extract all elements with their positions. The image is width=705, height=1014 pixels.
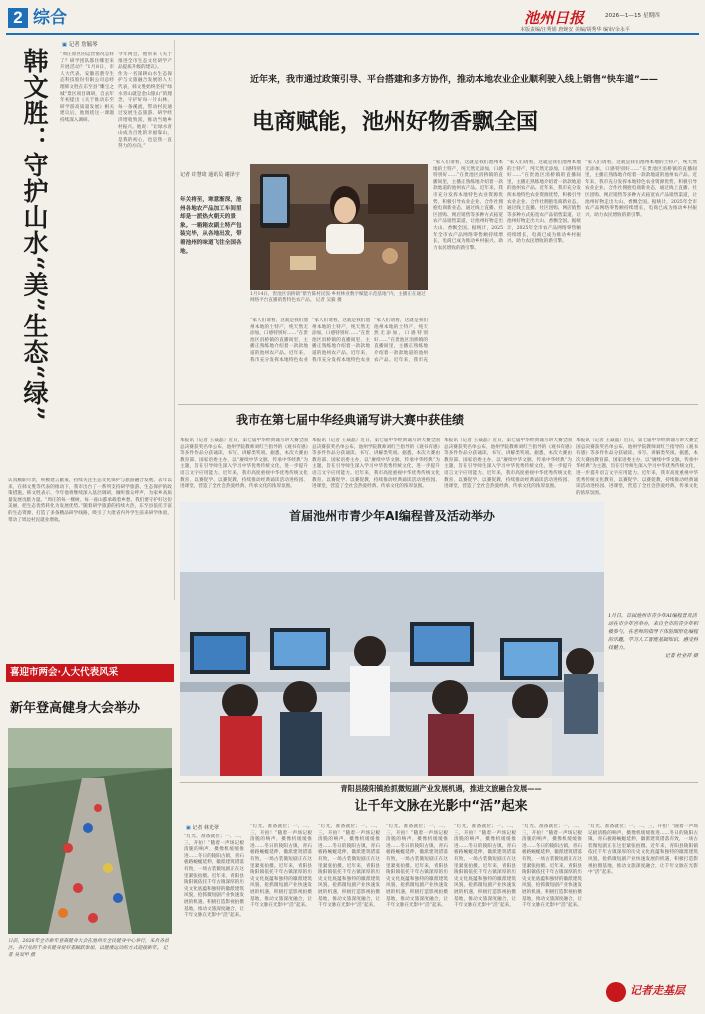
bottom-body-col-d: “灯光、准备就位；一、二、三，开拍！”随着一声场记板清脆的响声，摄像机缓缓推进……冬日的陵阳古镇，青石板路蜿蜒延伸，徽派建筑错落有致，一场古装微短剧正在这里紧张拍摄。近年来，青阳县陵阳镇依托千年古镇深厚的历史文化底蕴和独特的徽派建筑风貌，抢抓微短剧产业快速发展的机遇，积极打造影视拍摄基地，推动文旅深度融合，让千年文脉在光影中“活”起来。 — [386, 824, 448, 909]
bottom-kicker: 青阳县陵阳镇抢抓微短剧产业发展机遇，推进文旅融合发展—— — [340, 784, 542, 793]
hiking-scene — [8, 728, 172, 934]
feature-body-col-a: “家人们请看，这就是我们池州本地的土特产，纯天然无添加，口感特别好……”在贵池区涓桥镇的直播间里，主播正熟练地介绍着一款款地道的池州农产品。近年来，我市充分发挥本地特色农业 — [250, 318, 308, 362]
section-banner: 喜迎市两会·人大代表风采 — [6, 664, 174, 682]
feature-pullquote: 年关将至，寒意渐深，池州各地农产品加工车间里却是一派热火朝天的景象。一箱箱农副土特产包装完毕，从各地出发，带着池州的味道飞往全国各地。 — [180, 197, 242, 255]
feature-body-col-b: “家人们请看，这就是我们池州本地的土特产，纯天然无添加，口感特别好……”在贵池区涓桥镇的直播间里，主播正熟练地介绍着一款款地道的池州农产品。近年来，我市充分发挥本地特色农业 — [312, 318, 370, 362]
section-title: 综合 — [33, 8, 67, 28]
bottom-body-col-a: “灯光、准备就位；一、二、三，开拍！”随着一声场记板清脆的响声，摄像机缓缓推进……冬日的陵阳古镇，青石板路蜿蜒延伸，徽派建筑错落有致，一场古装微短剧正在这里紧张拍摄。近年来，青阳县陵阳镇依托千年古镇深厚的历史文化底蕴和独特的徽派建筑风貌，抢抓微短剧产业快速发展的机遇，积极打造影视拍摄基地，推动文旅深度融合，让千年文脉在光影中“活”起来。 — [184, 834, 244, 919]
newspaper-logo: 池州日报 — [524, 9, 585, 27]
bottom-body-col-f: “灯光、准备就位；一、二、三，开拍！”随着一声场记板清脆的响声，摄像机缓缓推进……冬日的陵阳古镇，青石板路蜿蜒延伸，徽派建筑错落有致，一场古装微短剧正在这里紧张拍摄。近年来，青阳县陵阳镇依托千年古镇深厚的历史文化底蕴和独特的徽派建筑风貌，抢抓微短剧产业快速发展的机遇，积极打造影视拍摄基地，推动文旅深度融合，让千年文脉在光影中“活”起来。 — [522, 824, 582, 909]
pen-icon: ▣ — [62, 42, 68, 48]
masthead — [0, 0, 705, 38]
editor-line: 本版责编/汪秀娟 唐婉安 美编/胡秀华 编审/余永平 — [520, 27, 630, 33]
bottom-byline: ▣ 记者 林光翠 — [186, 825, 219, 831]
left-body-col-a: “周庄原区的运营情况怎样了？研学团队都住哪里来开展活动？”1月8日，市人大代表、安徽省潜寺生态科技股份有限公司总经理韩文胜在东至县“雕宝之城”景区项目调研，自去年年初提出《关于推动东至研学游高质量发展》相关建议后，他围绕这一课题持续深入调研。 — [60, 52, 114, 123]
feature-intro: 近年来，我市通过政策引导、平台搭建和多方协作，推动本地农业企业顺利驶入线上销售“快车道”—— — [250, 75, 658, 85]
photo-livestream-scene — [250, 164, 428, 290]
bottom-left-headline: 新年登高健身大会举办 — [10, 701, 141, 716]
issue-date: 2026—1—15 星期四 — [605, 13, 660, 19]
left-body-continued: 认真履职尽责，积极建言献策，持续关注生态文化保护与旅游融合发展。去年以来，在韩文胜等代表的推动下，我市出台了一系列支持研学旅游、生态保护的政策措施。韩文胜表示，今年他将继续深入基层调研，倾听群众呼声，为家乡高质量发展贡献力量。“周庄的每一棵树、每一座山都承载着乡愁，我们要守护好这份美丽，把生态优势转化为发展优势。”随着研学旅游的持续火热，东至县依托丰富的生态资源，打造了多条精品研学线路，吸引了大批省内外学生前来研学体验，带动了周边村民就业增收。 — [8, 478, 172, 523]
bottom-pen-icon: ▣ — [186, 825, 191, 831]
mid-headline: 我市在第七届中华经典诵写讲大赛中获佳绩 — [236, 413, 465, 427]
feature-body-col-e: “家人们请看，这就是我们池州本地的土特产，纯天然无添加，口感特别好……”在贵池区涓桥镇的直播间里，主播正熟练地介绍着一款款地道的池州农产品。近年来，我市充分发挥本地特色农业资源优势，积极引导农业企业、合作社拥抱电商新业态，通过线上直播、社区团购、网店销售等多种方式拓宽农产品销售渠道，让池州好物走出大山、香飘全国。据统计，2025年全市农产品网络零售额持续增长，电商已成为推动乡村振兴、助力农民增收的新引擎。 — [507, 160, 581, 245]
feature-body-col-d: “家人们请看，这就是我们池州本地的土特产，纯天然无添加，口感特别好……”在贵池区涓桥镇的直播间里，主播正熟练地介绍着一款款地道的池州农产品。近年来，我市充分发挥本地特色农业资源优势，积极引导农业企业、合作社拥抱电商新业态，通过线上直播、社区团购、网店销售等多种方式拓宽农产品销售渠道，让池州好物走出大山、香飘全国。据统计，2025年全市农产品网络零售额持续增长，电商已成为推动乡村振兴、助力农民增收的新引擎。 — [433, 160, 503, 251]
ai-class-scene — [180, 502, 604, 776]
left-byline: ▣ 记者 詹毓琴 — [62, 42, 98, 48]
page-number: 2 — [8, 8, 28, 28]
left-headline: 韩文胜：守护山水“美”生态“绿” — [20, 48, 49, 422]
feature-photo-livestream — [250, 164, 428, 290]
hiking-caption: 日前，2026年全市新年登高健身大会在池州市全民健身中心举行，来自各县区、各行业的千余名健身爱好者踊跃参加，以健康运动的方式迎接新年。 记者 吴双甲 摄 — [8, 939, 169, 958]
mid-body-col-b: 本报讯（记者 王焱晶）近日，第七届中华经典诵写讲大赛全国总决赛获奖名单公布，池州学院教师刘红兰指导的《观书有感》等多件作品分获诵读、书写、讲解类奖项。据悉，本次大赛由教育部、国家语委主办，以“赓续中华文脉，传承中华经典”为主题，旨在引导师生深入学习中华优秀传统文化，进一步提升语言文字应用能力。近年来，我市高度重视中华优秀传统文化教育，以赛促学、以赛促教，持续推动经典诵读活动进校园、进课堂，营造了全社会热爱经典、传承文化的浓厚氛围。 — [312, 438, 440, 490]
mid-body-col-c: 本报讯（记者 王焱晶）近日，第七届中华经典诵写讲大赛全国总决赛获奖名单公布，池州学院教师刘红兰指导的《观书有感》等多件作品分获诵读、书写、讲解类奖项。据悉，本次大赛由教育部、国家语委主办，以“赓续中华文脉，传承中华经典”为主题，旨在引导师生深入学习中华优秀传统文化，进一步提升语言文字应用能力。近年来，我市高度重视中华优秀传统文化教育，以赛促学、以赛促教，持续推动经典诵读活动进校园、进课堂，营造了全社会热爱经典、传承文化的浓厚氛围。 — [444, 438, 572, 490]
mid-body-col-d: 本报讯（记者 王焱晶）近日，第七届中华经典诵写讲大赛全国总决赛获奖名单公布，池州学院教师刘红兰指导的《观书有感》等多件作品分获诵读、书写、讲解类奖项。据悉，本次大赛由教育部、国家语委主办，以“赓续中华文脉，传承中华经典”为主题，旨在引导师生深入学习中华优秀传统文化，进一步提升语言文字应用能力。近年来，我市高度重视中华优秀传统文化教育，以赛促学、以赛促教，持续推动经典诵读活动进校园、进课堂，营造了全社会热爱经典、传承文化的浓厚氛围。 — [576, 438, 698, 496]
reporter-badge: 记者走基层 — [606, 980, 698, 1006]
ai-caption: 1月日，首届池州市青少年AI编程普及活动在市少年宫举办，来自全市的青少年积极参与，在老师的指导下体验图形化编程的乐趣，学习人工智能基础知识，感受科技魅力。 记者 杜业祥 摄 — [608, 613, 699, 659]
left-body-col-b: 今年两会，他带来《关于推进全市生态文化研学产品提质升级的建议》。 作为一名深耕山水生态保护与文旅融合发展的人大代表，韩文胜始终坚持“绿水青山就是金山银山”的理念，守护好每一片山林，每一条溪流，带动村民通过发展生态旅游、研学经济增收致富，推动当地乡村振兴。他说：“让绿水青山成为百姓的幸福靠山，是我的初心，也是我一直努力的方向。” — [118, 52, 172, 150]
hiking-credit: 记者 吴双甲 摄 — [8, 946, 168, 958]
feature-byline: 记者 许慧琦 通讯员 谢泽宇 — [180, 172, 240, 178]
bottom-body-col-g: “灯光、准备就位；一、二、三，开拍！”随着一声场记板清脆的响声，摄像机缓缓推进……冬日的陵阳古镇，青石板路蜿蜒延伸，徽派建筑错落有致，一场古装微短剧正在这里紧张拍摄。近年来，青阳县陵阳镇依托千年古镇深厚的历史文化底蕴和独特的徽派建筑风貌，抢抓微短剧产业快速发展的机遇，积极打造影视拍摄基地，推动文旅深度融合，让千年文脉在光影中“活”起来。 — [588, 824, 698, 876]
bottom-headline: 让千年文脉在光影中“活”起来 — [354, 799, 528, 814]
ai-headline: 首届池州市青少年AI编程普及活动举办 — [289, 509, 495, 523]
feature-body-col-c: “家人们请看，这就是我们池州本地的土特产，纯天然无添加，口感特别好……”在贵池区涓桥镇的直播间里，主播正熟练地介绍着一款款地道的池州农产品。近年来，我市充 — [374, 318, 428, 362]
ai-photo — [180, 502, 604, 776]
mid-body-col-a: 本报讯（记者 王焱晶）近日，第七届中华经典诵写讲大赛全国总决赛获奖名单公布，池州学院教师刘红兰指导的《观书有感》等多件作品分获诵读、书写、讲解类奖项。据悉，本次大赛由教育部、国家语委主办，以“赓续中华文脉，传承中华经典”为主题，旨在引导师生深入学习中华优秀传统文化，进一步提升语言文字应用能力。近年来，我市高度重视中华优秀传统文化教育，以赛促学、以赛促教，持续推动经典诵读活动进校园、进课堂，营造了全社会热爱经典、传承文化的浓厚氛围。 — [180, 438, 308, 490]
reporter-badge-mark — [606, 982, 626, 1002]
bottom-body-col-c: “灯光、准备就位；一、二、三，开拍！”随着一声场记板清脆的响声，摄像机缓缓推进……冬日的陵阳古镇，青石板路蜿蜒延伸，徽派建筑错落有致，一场古装微短剧正在这里紧张拍摄。近年来，青阳县陵阳镇依托千年古镇深厚的历史文化底蕴和独特的徽派建筑风貌，抢抓微短剧产业快速发展的机遇，积极打造影视拍摄基地，推动文旅深度融合，让千年文脉在光影中“活”起来。 — [318, 824, 380, 909]
photo-credit: 记者 吴毅 摄 — [315, 298, 342, 304]
bottom-body-col-e: “灯光、准备就位；一、二、三，开拍！”随着一声场记板清脆的响声，摄像机缓缓推进……冬日的陵阳古镇，青石板路蜿蜒延伸，徽派建筑错落有致，一场古装微短剧正在这里紧张拍摄。近年来，青阳县陵阳镇依托千年古镇深厚的历史文化底蕴和独特的徽派建筑风貌，抢抓微短剧产业快速发展的机遇，积极打造影视拍摄基地，推动文旅深度融合，让千年文脉在光影中“活”起来。 — [454, 824, 516, 909]
ai-photo-credit: 记者 杜业祥 摄 — [664, 653, 698, 659]
feature-headline: 电商赋能，池州好物香飘全国 — [252, 109, 539, 135]
hiking-photo — [8, 728, 172, 934]
feature-body-col-f: “家人们请看，这就是我们池州本地的土特产，纯天然无添加，口感特别好……”在贵池区涓桥镇的直播间里，主播正熟练地介绍着一款款地道的池州农产品。近年来，我市充分发挥本地特色农业资源优势，积极引导农业企业、合作社拥抱电商新业态，通过线上直播、社区团购、网店销售等多种方式拓宽农产品销售渠道，让池州好物走出大山、香飘全国。据统计，2025年全市农产品网络零售额持续增长，电商已成为推动乡村振兴、助力农民增收的新引擎。 — [585, 160, 697, 218]
feature-photo-caption: 1月14日，贵池区涓桥镇“紫竹陈村民饭·乡村林业数字赋能示范基地”内，主播正在通过网络平台直播销售特色农产品。 记者 吴毅 摄 — [250, 292, 426, 304]
bottom-body-col-b: “灯光、准备就位；一、二、三，开拍！”随着一声场记板清脆的响声，摄像机缓缓推进……冬日的陵阳古镇，青石板路蜿蜒延伸，徽派建筑错落有致，一场古装微短剧正在这里紧张拍摄。近年来，青阳县陵阳镇依托千年古镇深厚的历史文化底蕴和独特的徽派建筑风貌，抢抓微短剧产业快速发展的机遇，积极打造影视拍摄基地，推动文旅深度融合，让千年文脉在光影中“活”起来。 — [250, 824, 312, 909]
